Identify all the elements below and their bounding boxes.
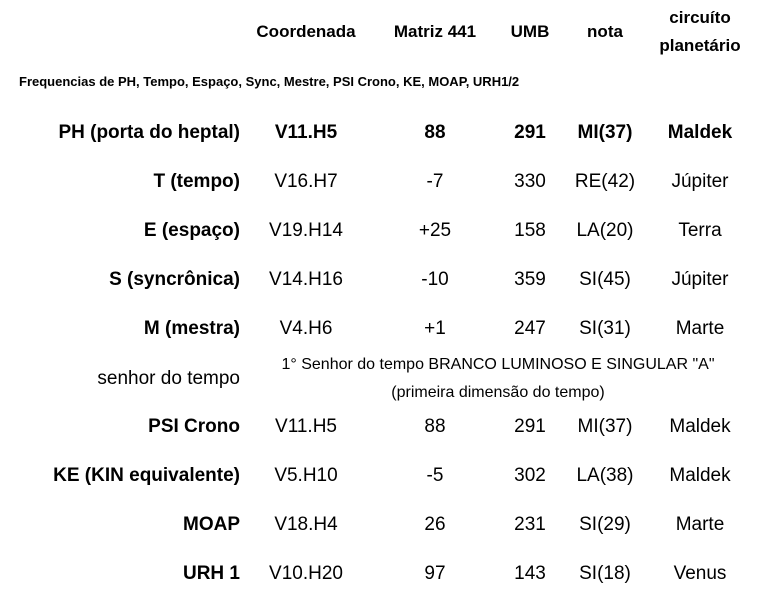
header-coordenada: Coordenada [256, 22, 356, 41]
row-coordenada: V4.H6 [279, 318, 333, 339]
row-circuito: Marte [675, 318, 725, 339]
row-umb: 231 [514, 514, 546, 535]
row-umb: 143 [514, 563, 546, 584]
row-nota: RE(42) [574, 171, 636, 192]
row-label: MOAP [183, 514, 240, 535]
row-coordenada: V11.H5 [275, 416, 337, 437]
row-label: S (syncrônica) [109, 269, 240, 290]
row-nota: SI(45) [579, 269, 631, 290]
row-label: URH 1 [182, 563, 240, 584]
senhor-do-tempo-label: senhor do tempo [97, 368, 240, 389]
row-matriz: -7 [426, 171, 444, 192]
row-matriz: +25 [418, 220, 452, 241]
row-matriz: -5 [426, 465, 444, 486]
row-umb: 291 [514, 416, 546, 437]
row-umb: 359 [514, 269, 546, 290]
row-circuito: Venus [673, 563, 727, 584]
row-nota: LA(38) [576, 465, 634, 486]
row-coordenada: V11.H5 [274, 122, 338, 143]
row-label: PH (porta do heptal) [58, 122, 240, 143]
row-label: M (mestra) [143, 318, 240, 339]
row-umb: 247 [514, 318, 546, 339]
row-label: T (tempo) [153, 171, 240, 192]
row-matriz: 26 [424, 514, 446, 535]
row-nota: MI(37) [577, 122, 633, 143]
row-matriz: -10 [421, 269, 449, 290]
senhor-do-tempo-line1: 1° Senhor do tempo BRANCO LUMINOSO E SINGULAR "A" [281, 356, 715, 373]
row-nota: SI(31) [579, 318, 631, 339]
row-circuito: Terra [678, 220, 722, 241]
row-coordenada: V18.H4 [274, 514, 338, 535]
row-label: KE (KIN equivalente) [53, 465, 240, 486]
row-matriz: 88 [424, 122, 446, 143]
row-matriz: 88 [424, 416, 446, 437]
header-matriz-441: Matriz 441 [393, 22, 477, 41]
row-umb: 302 [514, 465, 546, 486]
row-circuito: Júpiter [671, 171, 729, 192]
row-umb: 330 [514, 171, 546, 192]
senhor-do-tempo-line2: (primeira dimensão do tempo) [391, 384, 605, 401]
row-circuito: Maldek [669, 465, 731, 486]
row-coordenada: V5.H10 [274, 465, 338, 486]
header-nota: nota [587, 22, 623, 41]
row-nota: SI(18) [579, 563, 631, 584]
row-coordenada: V16.H7 [274, 171, 338, 192]
row-matriz: +1 [424, 318, 446, 339]
row-circuito: Maldek [669, 416, 731, 437]
header-circuito-line1: circuíto [669, 8, 731, 27]
row-coordenada: V19.H14 [269, 220, 343, 241]
row-nota: MI(37) [577, 416, 633, 437]
row-nota: LA(20) [576, 220, 634, 241]
row-label: E (espaço) [143, 220, 240, 241]
row-label: PSI Crono [148, 416, 240, 437]
row-umb: 158 [514, 220, 546, 241]
row-umb: 291 [514, 122, 546, 143]
header-umb: UMB [510, 22, 550, 41]
row-nota: SI(29) [579, 514, 631, 535]
row-matriz: 97 [424, 563, 446, 584]
row-circuito: Maldek [667, 122, 733, 143]
row-coordenada: V14.H16 [269, 269, 343, 290]
row-circuito: Júpiter [671, 269, 729, 290]
subtitle: Frequencias de PH, Tempo, Espaço, Sync, Mestre, PSI Crono, KE, MOAP, URH1/2 [19, 74, 520, 89]
row-coordenada: V10.H20 [269, 563, 343, 584]
row-circuito: Marte [675, 514, 725, 535]
header-circuito-line2: planetário [659, 36, 741, 55]
